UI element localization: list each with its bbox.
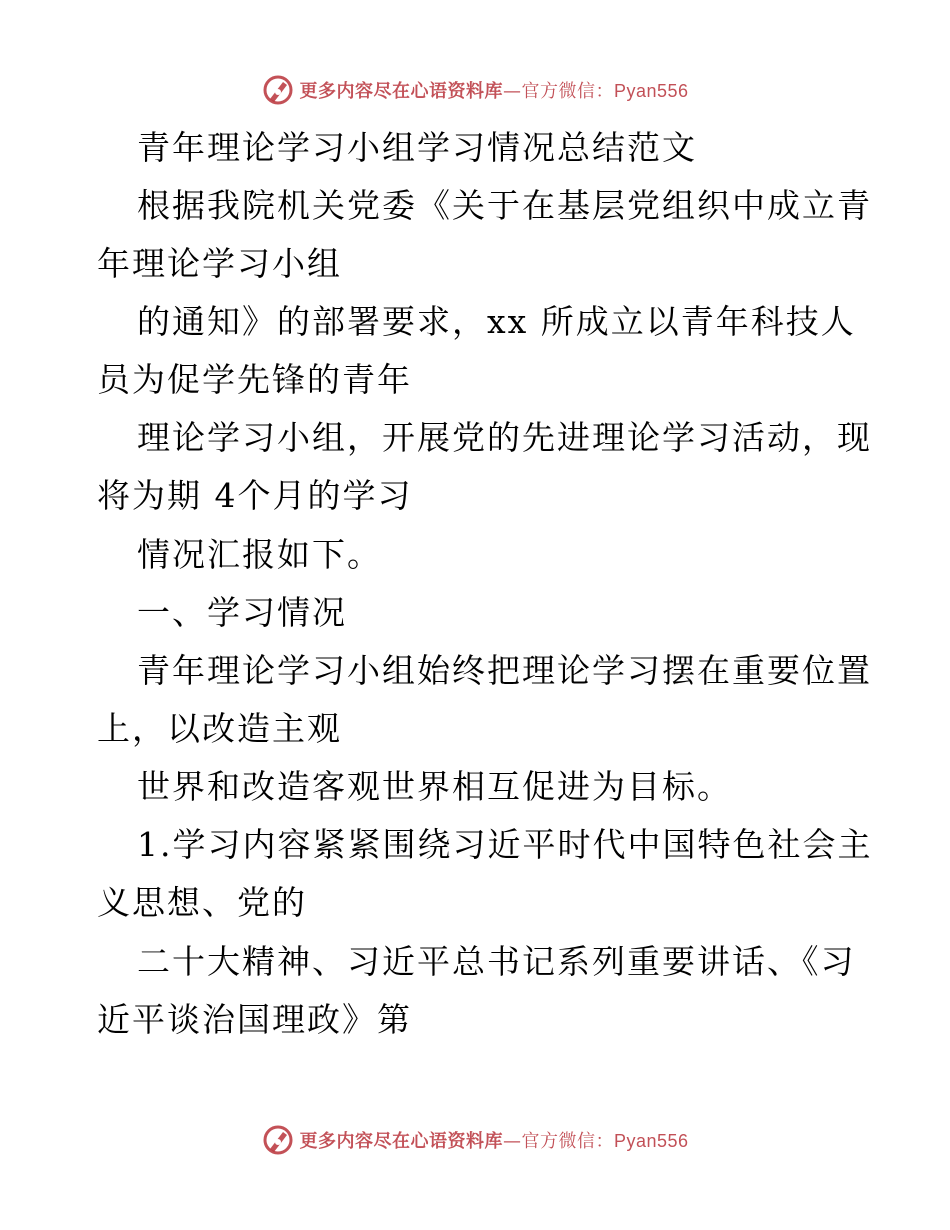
paragraph-line: 将为期 4个月的学习 <box>97 476 413 515</box>
paragraph-line: 青年理论学习小组始终把理论学习摆在重要位置 <box>137 651 872 690</box>
paragraph-line: 年理论学习小组 <box>97 244 342 283</box>
watermark-text <box>299 1127 688 1153</box>
paragraph-line: 近平谈治国理政》第 <box>97 1000 412 1039</box>
document-title: 青年理论学习小组学习情况总结范文 <box>137 128 697 167</box>
paragraph-line: 的通知》的部署要求，xx 所成立以青年科技人 <box>137 302 856 341</box>
watermark-separator: —官方微信： <box>502 1131 614 1152</box>
paragraph-line: 员为促学先锋的青年 <box>97 360 412 399</box>
paragraph-line: 二十大精神、习近平总书记系列重要讲话、《习 <box>137 942 856 981</box>
watermark-title: 更多内容尽在心语资料库 <box>299 81 503 102</box>
paragraph-line: 世界和改造客观世界相互促进为目标。 <box>137 767 732 806</box>
watermark-wechat-id: Pyan556 <box>613 1131 689 1151</box>
paragraph-line: 义思想、党的 <box>97 883 307 922</box>
paragraph-line: 理论学习小组，开展党的先进理论学习活动，现 <box>137 418 872 457</box>
paragraph-line: 情况汇报如下。 <box>137 535 382 574</box>
watermark-title: 更多内容尽在心语资料库 <box>299 1131 503 1152</box>
header-watermark <box>0 70 950 110</box>
footer-watermark <box>0 1120 950 1160</box>
pen-logo-icon <box>261 1123 295 1157</box>
pen-logo-icon <box>261 73 295 107</box>
paragraph-line: 上，以改造主观 <box>97 709 342 748</box>
section-heading: 一、学习情况 <box>137 593 347 632</box>
paragraph-line: 1.学习内容紧紧围绕习近平时代中国特色社会主 <box>137 825 873 864</box>
watermark-wechat-id: Pyan556 <box>613 81 689 101</box>
watermark-separator: —官方微信： <box>502 81 614 102</box>
paragraph-line: 根据我院机关党委《关于在基层党组织中成立青 <box>137 186 872 225</box>
watermark-text <box>299 77 688 103</box>
